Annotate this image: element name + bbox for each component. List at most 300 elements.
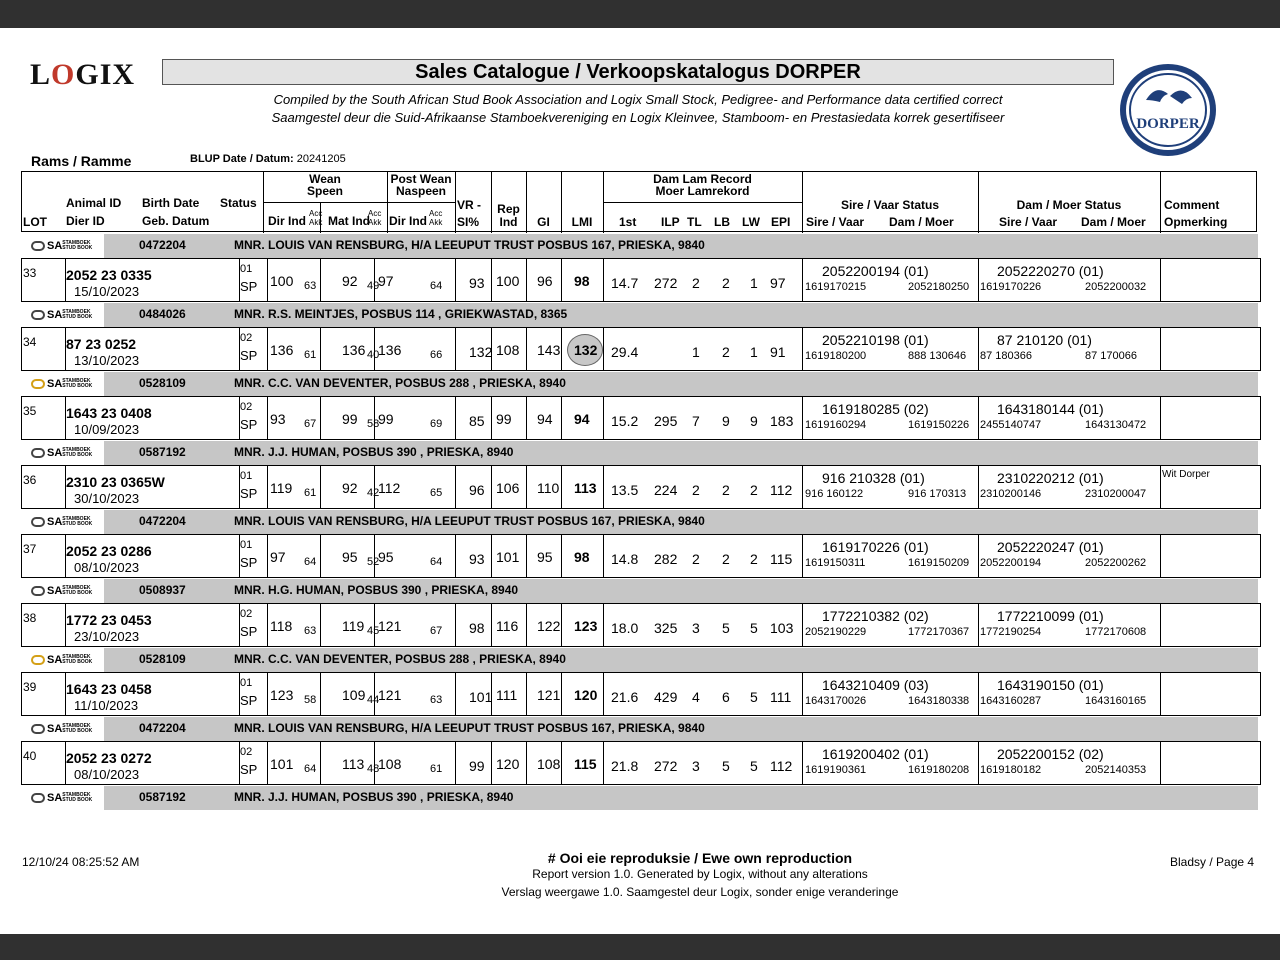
col-wean: Wean <box>309 172 341 186</box>
dam-sire: 2455140747 <box>980 419 1042 431</box>
sa-studbook-logo <box>31 516 101 530</box>
sa-logo-small: STAMBOEK STUD BOOK <box>62 792 93 804</box>
wean-mat-acc: 48 <box>367 763 380 775</box>
lb: 5 <box>722 758 730 774</box>
col-naspeen: Naspeen <box>395 184 447 198</box>
sire-sire: 2052190229 <box>805 626 867 638</box>
sa-studbook-ring-icon <box>31 655 45 665</box>
col-comment: Comment <box>1164 198 1220 212</box>
postwean-dir-ind: 108 <box>378 756 402 772</box>
status-code: 02 <box>240 332 253 344</box>
sire-sire: 1619170215 <box>805 281 867 293</box>
table-row <box>21 534 1261 578</box>
dorper-emblem <box>1118 62 1218 158</box>
birth-date: 11/10/2023 <box>74 698 139 713</box>
sire-id: 1619200402 (01) <box>822 746 929 762</box>
breeder-name: MNR. LOUIS VAN RENSBURG, H/A LEEUPUT TRUST POSBUS 167, PRIESKA, 9840 <box>234 721 705 735</box>
lb: 2 <box>722 482 730 498</box>
sa-logo-text: SA <box>47 516 63 528</box>
breeder-band <box>104 648 1258 672</box>
page-title: Sales Catalogue / Verkoopskatalogus DORPER <box>162 59 1114 85</box>
lmi: 98 <box>574 549 590 565</box>
epi: 112 <box>770 758 793 774</box>
wean-mat-ind: 136 <box>342 342 366 358</box>
col-epi: EPI <box>771 215 791 229</box>
postwean-acc: 69 <box>430 418 443 430</box>
sa-logo-small: STAMBOEK STUD BOOK <box>62 240 93 252</box>
sa-studbook-ring-icon <box>31 379 45 389</box>
postwean-acc: 61 <box>430 763 443 775</box>
sire-id: 1619170226 (01) <box>822 539 929 555</box>
sa-studbook-ring-icon <box>31 517 45 527</box>
col-sire-sire: Sire / Vaar <box>806 215 865 229</box>
col-lw: LW <box>742 215 760 229</box>
sa-logo-text: SA <box>47 654 63 666</box>
sa-studbook-ring-icon <box>31 724 45 734</box>
dam-id: 2052200152 (02) <box>997 746 1104 762</box>
sa-logo-text: SA <box>47 585 63 597</box>
col-animal-id: Animal ID <box>66 196 122 210</box>
dam-sire: 1643160287 <box>980 695 1042 707</box>
epi: 115 <box>770 551 793 567</box>
dam-sire: 1772190254 <box>980 626 1042 638</box>
gi: 94 <box>537 411 553 427</box>
birth-date: 13/10/2023 <box>74 353 140 368</box>
first-lamb-age: 14.7 <box>611 275 639 291</box>
birth-date: 08/10/2023 <box>74 767 140 782</box>
col-sire-dam: Dam / Moer <box>889 215 954 229</box>
breeder-code: 0472204 <box>139 514 186 528</box>
lb: 9 <box>722 413 730 429</box>
first-lamb-age: 15.2 <box>611 413 639 429</box>
sa-logo-small: STAMBOEK STUD BOOK <box>62 654 93 666</box>
postwean-dir-ind: 95 <box>378 549 394 565</box>
col-moer-lamrekord: Moer Lamrekord <box>655 184 750 198</box>
col-si: SI% <box>457 215 480 229</box>
rep-ind: 120 <box>496 756 520 772</box>
postwean-acc: 66 <box>430 349 443 361</box>
sa-studbook-logo <box>31 585 101 599</box>
postwean-dir-ind: 136 <box>378 342 402 358</box>
col-1st: 1st <box>619 215 637 229</box>
sire-id: 1772210382 (02) <box>822 608 929 624</box>
sire-sire: 1619160294 <box>805 419 867 431</box>
sa-logo-text: SA <box>47 240 63 252</box>
col-gi: GI <box>537 215 550 229</box>
report-version-af: Verslag weergawe 1.0. Saamgestel deur Logix, sonder enige veranderinge <box>501 885 899 899</box>
dam-id: 2310220212 (01) <box>997 470 1104 486</box>
sire-id: 916 210328 (01) <box>822 470 925 486</box>
viewer-top-bar <box>0 0 1280 28</box>
sire-id: 1643210409 (03) <box>822 677 929 693</box>
lw: 2 <box>750 482 758 498</box>
tl: 7 <box>692 413 700 429</box>
sire-id: 2052200194 (01) <box>822 263 929 279</box>
wean-dir-ind: 100 <box>270 273 294 289</box>
epi: 112 <box>770 482 793 498</box>
lw: 5 <box>750 620 758 636</box>
ewe-note: # Ooi eie reproduksie / Ewe own reproduction <box>547 850 853 866</box>
col-rep-ind: Ind <box>499 215 518 229</box>
status-code: 01 <box>240 539 253 551</box>
lot-number: 35 <box>23 404 37 418</box>
table-row <box>21 741 1261 785</box>
wean-dir-acc: 63 <box>304 625 317 637</box>
wean-dir-ind: 118 <box>270 618 293 634</box>
wean-dir-ind: 119 <box>270 480 293 496</box>
emblem-text: DORPER <box>1136 116 1200 132</box>
sa-studbook-ring-icon <box>31 241 45 251</box>
wean-mat-acc: 49 <box>367 280 380 292</box>
wean-dir-acc: 61 <box>304 487 317 499</box>
sa-studbook-logo <box>31 309 101 323</box>
vr-si: 99 <box>469 758 485 774</box>
vr-si: 93 <box>469 551 485 567</box>
lmi: 115 <box>574 756 597 772</box>
dam-id: 1643180144 (01) <box>997 401 1104 417</box>
dam-dam: 1772170608 <box>1085 626 1147 638</box>
wean-mat-ind: 99 <box>342 411 358 427</box>
wean-mat-ind: 92 <box>342 273 358 289</box>
breeder-band <box>104 234 1258 258</box>
breeder-code: 0472204 <box>139 238 186 252</box>
breeder-code: 0472204 <box>139 721 186 735</box>
rep-ind: 100 <box>496 273 520 289</box>
first-lamb-age: 14.8 <box>611 551 639 567</box>
sa-logo-small: STAMBOEK STUD BOOK <box>62 516 93 528</box>
sa-logo-text: SA <box>47 309 63 321</box>
wean-mat-acc: 45 <box>367 625 380 637</box>
status-type: SP <box>240 555 258 570</box>
dam-sire: 87 180366 <box>980 350 1032 362</box>
status-code: 01 <box>240 263 253 275</box>
sa-logo-text: SA <box>47 447 63 459</box>
col-dam-status: Dam / Moer Status <box>1016 198 1122 212</box>
status-type: SP <box>240 762 258 777</box>
breeder-name: MNR. LOUIS VAN RENSBURG, H/A LEEUPUT TRUST POSBUS 167, PRIESKA, 9840 <box>234 514 705 528</box>
animal-id: 2310 23 0365W <box>66 474 165 490</box>
birth-date: 23/10/2023 <box>74 629 140 644</box>
sa-studbook-logo <box>31 447 101 461</box>
dam-dam: 1643130472 <box>1085 419 1147 431</box>
col-lb: LB <box>714 215 730 229</box>
col-sire-status: Sire / Vaar Status <box>840 198 940 212</box>
viewer-bottom-bar <box>0 934 1280 960</box>
wean-dir-ind: 97 <box>270 549 286 565</box>
rep-ind: 116 <box>496 618 519 634</box>
lmi: 94 <box>574 411 590 427</box>
rep-ind: 108 <box>496 342 520 358</box>
sa-logo-text: SA <box>47 723 63 735</box>
wean-dir-acc: 61 <box>304 349 317 361</box>
postwean-acc: 63 <box>430 694 443 706</box>
lb: 5 <box>722 620 730 636</box>
sa-logo-small: STAMBOEK STUD BOOK <box>62 447 93 459</box>
dam-id: 1643190150 (01) <box>997 677 1104 693</box>
col-lmi: LMI <box>571 215 593 229</box>
epi: 91 <box>770 344 786 360</box>
postwean-acc: 64 <box>430 556 443 568</box>
status-code: 02 <box>240 608 253 620</box>
birth-date: 10/09/2023 <box>74 422 140 437</box>
tl: 2 <box>692 275 700 291</box>
status-type: SP <box>240 624 258 639</box>
sa-logo-text: SA <box>47 378 63 390</box>
wean-dir-acc: 58 <box>304 694 317 706</box>
lb: 6 <box>722 689 730 705</box>
sa-studbook-logo <box>31 378 101 392</box>
postwean-dir-ind: 97 <box>378 273 394 289</box>
lot-number: 36 <box>23 473 37 487</box>
status-type: SP <box>240 486 258 501</box>
rep-ind: 99 <box>496 411 512 427</box>
logix-logo: LOGIX <box>30 58 136 91</box>
sire-id: 1619180285 (02) <box>822 401 929 417</box>
lw: 2 <box>750 551 758 567</box>
gi: 108 <box>537 756 561 772</box>
breeder-band <box>104 372 1258 396</box>
breeder-code: 0528109 <box>139 652 186 666</box>
col-dam-lam-record: Dam Lam Record <box>653 172 752 186</box>
sire-sire: 1643170026 <box>805 695 867 707</box>
lot-number: 33 <box>23 266 37 280</box>
blup-date: BLUP Date / Datum: 20241205 <box>190 153 346 165</box>
table-row <box>21 603 1261 647</box>
col-dam-sire: Sire / Vaar <box>999 215 1058 229</box>
breeder-code: 0528109 <box>139 376 186 390</box>
sa-logo-small: STAMBOEK STUD BOOK <box>62 309 93 321</box>
col-wean-dir-ind: Dir Ind <box>268 214 306 228</box>
wean-dir-acc: 64 <box>304 763 317 775</box>
col-dam-dam: Dam / Moer <box>1081 215 1146 229</box>
ilp: 272 <box>654 758 678 774</box>
report-version-en: Report version 1.0. Generated by Logix, without any alterations <box>532 867 868 881</box>
epi: 97 <box>770 275 786 291</box>
col-post-dir-ind: Dir Ind <box>389 214 427 228</box>
dam-id: 2052220270 (01) <box>997 263 1104 279</box>
table-row <box>21 258 1261 302</box>
sa-logo-text: SA <box>47 792 63 804</box>
tl: 4 <box>692 689 700 705</box>
breeder-code: 0587192 <box>139 790 186 804</box>
vr-si: 132 <box>469 344 493 360</box>
lmi: 120 <box>574 687 598 703</box>
sa-studbook-logo <box>31 792 101 806</box>
sire-id: 2052210198 (01) <box>822 332 929 348</box>
postwean-dir-ind: 112 <box>378 480 401 496</box>
sire-dam: 1619180208 <box>908 764 970 776</box>
breeder-code: 0587192 <box>139 445 186 459</box>
sire-sire: 1619180200 <box>805 350 867 362</box>
gi: 96 <box>537 273 553 289</box>
rep-ind: 106 <box>496 480 520 496</box>
lot-number: 38 <box>23 611 37 625</box>
vr-si: 93 <box>469 275 485 291</box>
sire-dam: 1619150209 <box>908 557 970 569</box>
col-birth-date: Birth Date <box>142 196 200 210</box>
dam-dam: 2052200262 <box>1085 557 1147 569</box>
breeder-name: MNR. R.S. MEINTJES, POSBUS 114 , GRIEKWASTAD, 8365 <box>234 307 568 321</box>
breeder-code: 0508937 <box>139 583 186 597</box>
lmi: 113 <box>574 480 597 496</box>
breeder-name: MNR. C.C. VAN DEVENTER, POSBUS 288 , PRIESKA, 8940 <box>234 376 566 390</box>
lot-number: 40 <box>23 749 37 763</box>
ilp: 325 <box>654 620 678 636</box>
rep-ind: 111 <box>496 687 518 703</box>
vr-si: 98 <box>469 620 485 636</box>
col-rep: Rep <box>497 202 520 216</box>
wean-mat-acc: 42 <box>367 487 380 499</box>
table-row <box>21 465 1261 509</box>
first-lamb-age: 29.4 <box>611 344 639 360</box>
status-code: 01 <box>240 677 253 689</box>
dam-dam: 87 170066 <box>1085 350 1137 362</box>
epi: 183 <box>770 413 794 429</box>
breeder-band <box>104 441 1258 465</box>
page-number: Bladsy / Page 4 <box>1170 855 1255 869</box>
lot-number: 37 <box>23 542 37 556</box>
col-mat-ind: Mat Ind <box>328 214 370 228</box>
gi: 95 <box>537 549 553 565</box>
dam-id: 87 210120 (01) <box>997 332 1092 348</box>
wean-mat-acc: 44 <box>367 694 380 706</box>
wean-mat-acc: 58 <box>367 418 380 430</box>
status-type: SP <box>240 417 258 432</box>
table-row <box>21 396 1261 440</box>
col-vr: VR - <box>457 198 481 212</box>
table-header: LOT Animal ID Dier ID Birth Date Geb. Datum Status Wean Speen Post Wean Naspeen Dir Ind Acc Akk Mat Ind Acc Akk Dir Ind Acc Akk VR - SI% Rep Ind GI LMI Dam Lam Record Moer Lamrekord 1st ILP TL LB LW EPI Sire / Vaar Status Sire / Vaar Dam / Moer Dam / Moer Status Sire / Vaar Dam / Moer Comment Opmerking <box>21 171 1257 232</box>
animal-id: 87 23 0252 <box>66 336 137 352</box>
print-timestamp: 12/10/24 08:25:52 AM <box>22 855 140 869</box>
breeder-name: MNR. LOUIS VAN RENSBURG, H/A LEEUPUT TRUST POSBUS 167, PRIESKA, 9840 <box>234 238 705 252</box>
wean-mat-ind: 109 <box>342 687 366 703</box>
tl: 2 <box>692 551 700 567</box>
breeder-name: MNR. J.J. HUMAN, POSBUS 390 , PRIESKA, 8940 <box>234 445 514 459</box>
dam-id: 2052220247 (01) <box>997 539 1104 555</box>
lmi: 123 <box>574 618 598 634</box>
dam-dam: 2052140353 <box>1085 764 1147 776</box>
first-lamb-age: 21.6 <box>611 689 639 705</box>
wean-dir-ind: 93 <box>270 411 286 427</box>
epi: 111 <box>770 689 792 705</box>
sire-dam: 2052180250 <box>908 281 970 293</box>
postwean-acc: 65 <box>430 487 443 499</box>
lmi: 132 <box>574 342 598 358</box>
lw: 9 <box>750 413 758 429</box>
dam-id: 1772210099 (01) <box>997 608 1104 624</box>
subtitle-afrikaans: Saamgestel deur die Suid-Afrikaanse Stamboekvereniging en Logix Kleinvee, Stamboom- en Prestasiedata korrek gesertifiseer <box>271 110 1005 125</box>
status-code: 02 <box>240 746 253 758</box>
birth-date: 15/10/2023 <box>74 284 140 299</box>
vr-si: 96 <box>469 482 485 498</box>
tl: 3 <box>692 620 700 636</box>
sire-sire: 916 160122 <box>805 488 864 500</box>
status-type: SP <box>240 693 258 708</box>
birth-date: 30/10/2023 <box>74 491 140 506</box>
wean-dir-ind: 136 <box>270 342 294 358</box>
sire-dam: 916 170313 <box>908 488 967 500</box>
breeder-name: MNR. C.C. VAN DEVENTER, POSBUS 288 , PRIESKA, 8940 <box>234 652 566 666</box>
vr-si: 101 <box>469 689 493 705</box>
breeder-band <box>104 303 1258 327</box>
first-lamb-age: 21.8 <box>611 758 639 774</box>
lb: 2 <box>722 275 730 291</box>
sire-dam: 888 130646 <box>908 350 967 362</box>
status-type: SP <box>240 279 258 294</box>
breeder-band <box>104 717 1258 741</box>
ilp: 272 <box>654 275 678 291</box>
birth-date: 08/10/2023 <box>74 560 140 575</box>
dam-sire: 2310200146 <box>980 488 1042 500</box>
rep-ind: 101 <box>496 549 520 565</box>
gi: 121 <box>537 687 561 703</box>
sa-studbook-logo <box>31 240 101 254</box>
sa-logo-small: STAMBOEK STUD BOOK <box>62 585 93 597</box>
dam-dam: 2052200032 <box>1085 281 1147 293</box>
breeder-code: 0484026 <box>139 307 186 321</box>
wean-dir-acc: 67 <box>304 418 317 430</box>
animal-id: 1643 23 0458 <box>66 681 152 697</box>
col-speen: Speen <box>306 184 343 198</box>
animal-id: 2052 23 0335 <box>66 267 152 283</box>
dam-sire: 1619180182 <box>980 764 1042 776</box>
dam-sire: 2052200194 <box>980 557 1042 569</box>
sa-logo-small: STAMBOEK STUD BOOK <box>62 723 93 735</box>
wean-dir-acc: 63 <box>304 280 317 292</box>
wean-mat-acc: 40 <box>367 349 380 361</box>
wean-mat-acc: 52 <box>367 556 380 568</box>
ilp: 429 <box>654 689 678 705</box>
wean-dir-ind: 123 <box>270 687 294 703</box>
col-dier-id: Dier ID <box>66 214 105 228</box>
dam-dam: 1643160165 <box>1085 695 1147 707</box>
lw: 1 <box>750 275 758 291</box>
sa-studbook-ring-icon <box>31 448 45 458</box>
breeder-band <box>104 510 1258 534</box>
sire-dam: 1619150226 <box>908 419 970 431</box>
animal-id: 1772 23 0453 <box>66 612 152 628</box>
postwean-dir-ind: 99 <box>378 411 394 427</box>
col-lot: LOT <box>23 215 47 229</box>
lw: 1 <box>750 344 758 360</box>
wean-mat-ind: 119 <box>342 618 365 634</box>
first-lamb-age: 18.0 <box>611 620 639 636</box>
tl: 1 <box>692 344 700 360</box>
wean-mat-ind: 95 <box>342 549 358 565</box>
col-ilp: ILP <box>661 215 680 229</box>
col-tl: TL <box>687 215 702 229</box>
sire-sire: 1619150311 <box>805 557 866 569</box>
sa-studbook-ring-icon <box>31 793 45 803</box>
postwean-acc: 67 <box>430 625 443 637</box>
lb: 2 <box>722 551 730 567</box>
dam-dam: 2310200047 <box>1085 488 1147 500</box>
sa-logo-small: STAMBOEK STUD BOOK <box>62 378 93 390</box>
sa-studbook-logo <box>31 723 101 737</box>
lmi: 98 <box>574 273 590 289</box>
sire-dam: 1772170367 <box>908 626 970 638</box>
animal-id: 1643 23 0408 <box>66 405 152 421</box>
vr-si: 85 <box>469 413 485 429</box>
col-geb-datum: Geb. Datum <box>142 214 210 228</box>
table-row <box>21 672 1261 716</box>
col-post-wean: Post Wean <box>390 172 452 186</box>
wean-mat-ind: 113 <box>342 756 365 772</box>
gi: 122 <box>537 618 561 634</box>
breeder-name: MNR. J.J. HUMAN, POSBUS 390 , PRIESKA, 8940 <box>234 790 514 804</box>
col-opmerking: Opmerking <box>1164 215 1228 229</box>
dam-sire: 1619170226 <box>980 281 1042 293</box>
